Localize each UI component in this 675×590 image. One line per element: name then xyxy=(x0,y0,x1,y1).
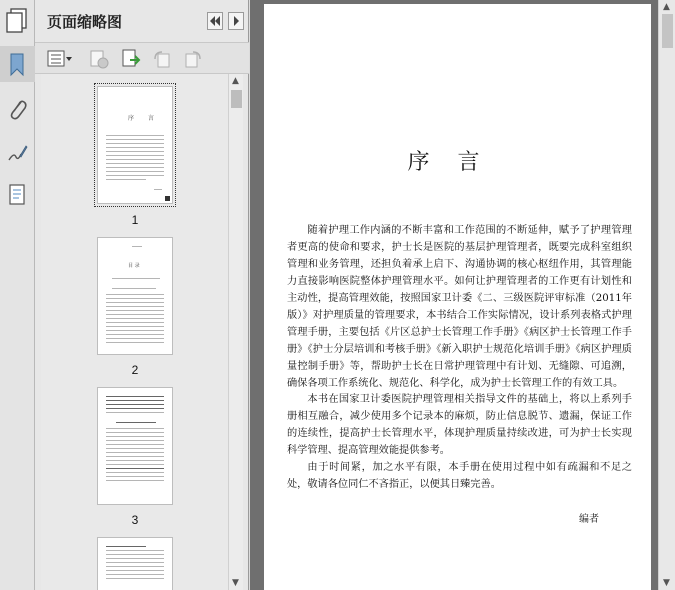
delete-page-icon xyxy=(89,49,109,69)
page-thumbnail-1[interactable] xyxy=(97,86,173,204)
rotate-left-icon xyxy=(152,49,172,69)
document-view xyxy=(250,0,658,590)
panel-header xyxy=(35,0,249,42)
rotate-right-button[interactable] xyxy=(183,49,203,69)
document-scrollbar[interactable] xyxy=(658,0,675,590)
rotate-left-button[interactable] xyxy=(152,49,172,69)
scrollbar-thumb[interactable] xyxy=(231,90,242,108)
doc-scroll-down-icon[interactable]: ▼ xyxy=(663,578,670,588)
options-list-icon xyxy=(47,49,73,69)
document-page xyxy=(264,4,651,590)
double-chevron-left-icon xyxy=(208,13,222,29)
document-title: 序言 xyxy=(407,150,508,175)
expand-panel-button[interactable] xyxy=(228,12,244,30)
doc-scrollbar-thumb[interactable] xyxy=(662,14,673,48)
delete-page-button[interactable] xyxy=(89,49,109,69)
scroll-down-icon[interactable]: ▼ xyxy=(232,578,239,588)
doc-scroll-up-icon[interactable]: ▲ xyxy=(663,2,670,12)
thumbnail-list xyxy=(41,74,229,590)
insert-page-icon xyxy=(121,49,141,69)
thumbnail-toolbar xyxy=(35,42,249,74)
page-thumbnail-4[interactable] xyxy=(97,537,173,590)
attachment-icon[interactable] xyxy=(6,96,28,122)
paragraph-1: 随着护理工作内涵的不断丰富和工作范围的不断延伸，赋予了护理管理者更高的使命和要求，护士长是医院的基层护理管理者，既要完成科室组织管理和业务管理，还担负着承上启下、沟通协调的核心枢纽作用，其管理能力直接影响医院整体护理管理水平。如何让护理管理者的工作更有计划性和主动性，提高管理效能，按照国家卫计委《二、三级医院评审标准（2011年版）》对护理质量的管理要求，本书结合工作实际情况，设计系列表格式护理管理手册，主要包括《片区总护士长管理工作手册》《病区护士长管理工作手册》《护士分层培训和考核手册》《新入职护士规范化培训手册》《病区护理质量控制手册》等，帮助护士长在日常护理管理中有计划、无缝隙、可追溯，确保各项工作系统化、规范化、科学化，成为护士长管理工作的有效工具。 xyxy=(287,225,632,389)
rotate-right-icon xyxy=(183,49,203,69)
thumbnail-panel xyxy=(35,0,249,590)
page-thumbnails-icon[interactable] xyxy=(4,6,30,34)
signature-icon[interactable] xyxy=(6,140,28,166)
thumbnail-scrollbar[interactable] xyxy=(228,74,243,590)
options-menu-button[interactable] xyxy=(47,49,73,69)
page-number-1: 1 xyxy=(131,213,139,227)
content-icon[interactable] xyxy=(6,182,28,208)
signature: 编者 xyxy=(579,514,599,525)
scroll-up-icon[interactable]: ▲ xyxy=(232,76,239,86)
navigation-rail xyxy=(0,0,35,590)
chevron-right-icon xyxy=(229,13,243,29)
panel-title: 页面缩略图 xyxy=(47,13,123,31)
insert-page-button[interactable] xyxy=(121,49,141,69)
bookmark-icon[interactable] xyxy=(6,52,28,78)
page-thumbnail-2[interactable] xyxy=(97,237,173,355)
page-number-3: 3 xyxy=(131,513,139,527)
paragraph-2: 本书在国家卫计委医院护理管理相关指导文件的基础上，将以上系列手册相互融合，减少使用多个记录本的麻烦，防止信息脱节、遗漏，保证工作的连续性，提高护士长管理水平，体现护理质量持续改进，可为护士长实现科学管理、提高管理效能提供参考。 xyxy=(287,394,632,456)
page-number-2: 2 xyxy=(131,363,139,377)
paragraph-3: 由于时间紧，加之水平有限，本手册在使用过程中如有疏漏和不足之处，敬请各位同仁不吝指正，以便其日臻完善。 xyxy=(287,462,632,490)
collapse-panel-button[interactable] xyxy=(207,12,223,30)
page-thumbnail-3[interactable] xyxy=(97,387,173,505)
thumb-toc-title: 目 录 xyxy=(128,263,140,269)
thumb-title: 序 言 xyxy=(128,115,160,122)
